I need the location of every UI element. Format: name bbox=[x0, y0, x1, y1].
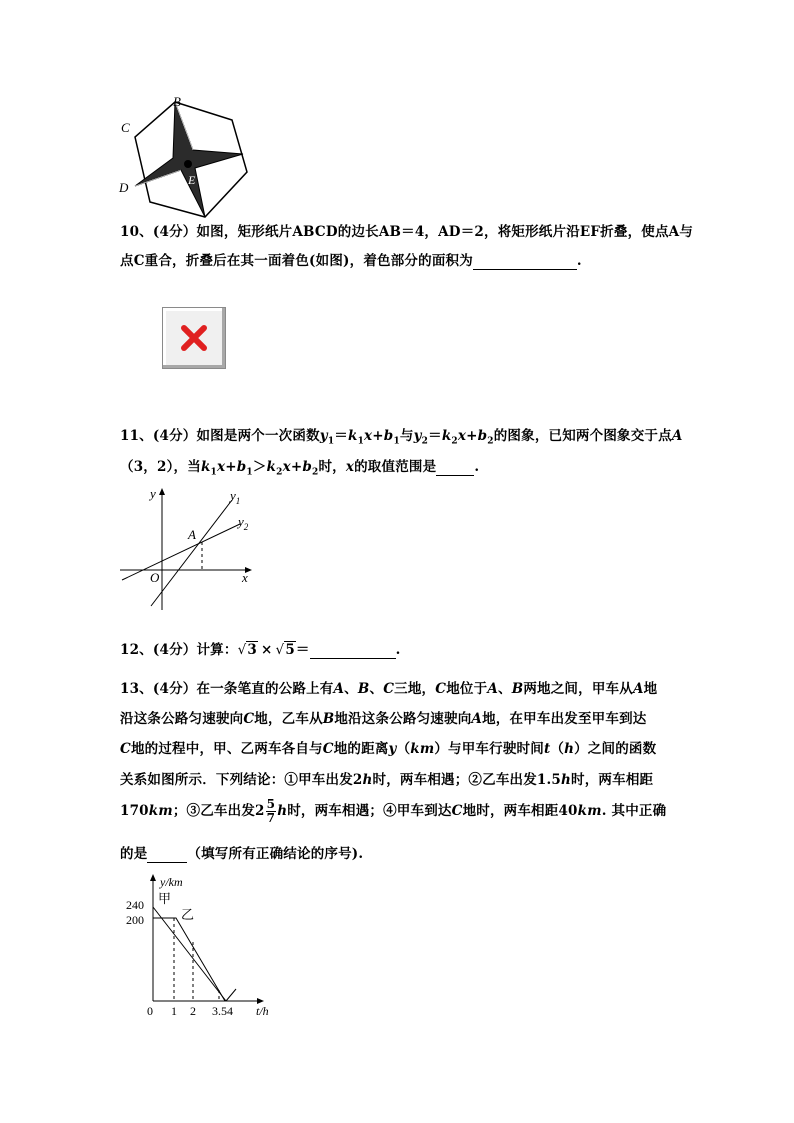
v: h bbox=[362, 772, 373, 788]
line-y1 bbox=[151, 500, 232, 606]
var: x bbox=[282, 459, 291, 475]
q13-line2 bbox=[120, 707, 646, 727]
numerator: 5 bbox=[266, 797, 276, 811]
hexagon-star-figure bbox=[115, 92, 255, 222]
t: 13、(4分）在一条笔直的公路上有 bbox=[120, 681, 334, 697]
label-D: D bbox=[119, 180, 129, 195]
sub: 2 bbox=[487, 436, 494, 447]
t: 、 bbox=[498, 681, 512, 697]
v: B bbox=[357, 681, 370, 697]
sub: 1 bbox=[210, 467, 217, 478]
t: （ bbox=[550, 741, 565, 757]
q13-line6 bbox=[120, 842, 363, 863]
q13-graph bbox=[124, 872, 284, 1022]
label-240: 240 bbox=[126, 898, 144, 912]
label-x: x bbox=[242, 570, 248, 585]
t: 三地， bbox=[394, 681, 436, 697]
t: 170 bbox=[120, 803, 149, 819]
q11-text: （3，2），当 bbox=[120, 459, 201, 475]
v: km bbox=[148, 803, 173, 819]
broken-image-icon bbox=[162, 307, 226, 369]
label-200: 200 bbox=[126, 913, 144, 927]
label-ylabel: y/km bbox=[160, 875, 183, 889]
q12-answer-blank[interactable] bbox=[310, 642, 396, 659]
txt: 与 bbox=[399, 428, 414, 444]
t: 2 bbox=[352, 772, 363, 788]
label-x2: 2 bbox=[190, 1004, 196, 1018]
t: 两地之间，甲车从 bbox=[523, 681, 633, 697]
v: C bbox=[243, 711, 255, 727]
op: + bbox=[225, 459, 237, 475]
v: A bbox=[471, 711, 483, 727]
q13-line3 bbox=[120, 737, 656, 757]
t: 地时，两车相距 bbox=[462, 803, 559, 819]
v: B bbox=[322, 711, 335, 727]
t: ） bbox=[434, 741, 449, 757]
sub: 2 bbox=[311, 467, 319, 478]
t: 关系如图所示．下列结论：①甲车出发 bbox=[120, 772, 353, 788]
q10-line2 bbox=[120, 249, 582, 270]
var: A bbox=[671, 428, 683, 444]
v: A bbox=[632, 681, 644, 697]
v: C bbox=[120, 741, 131, 757]
var: x bbox=[216, 459, 226, 475]
label-xlabel: t/h bbox=[256, 1004, 269, 1018]
label-A: A bbox=[188, 527, 196, 542]
op: + bbox=[466, 428, 478, 444]
sqrt-3: √3 bbox=[237, 642, 257, 658]
t: 40 bbox=[558, 803, 578, 819]
label-E: E bbox=[188, 173, 196, 187]
q11-answer-blank[interactable] bbox=[436, 459, 474, 476]
var: b bbox=[236, 459, 247, 475]
label-yi: 乙 bbox=[181, 907, 195, 922]
center-dot bbox=[184, 160, 192, 168]
label-B: B bbox=[173, 94, 181, 109]
q11-graph bbox=[118, 484, 263, 614]
label-O: O bbox=[150, 570, 160, 585]
label-jia: 甲 bbox=[158, 891, 172, 906]
label-y2: $y_2$ bbox=[238, 514, 249, 532]
q10-answer-blank[interactable] bbox=[473, 253, 577, 270]
op: + bbox=[372, 428, 384, 444]
t: 地，在甲车出发至甲车到达 bbox=[482, 711, 647, 727]
t: 地，乙车从 bbox=[254, 711, 323, 727]
q12-text: 12、(4分）计算： bbox=[120, 642, 238, 658]
q11-text: 的图象，已知两个图象交于点 bbox=[493, 428, 672, 444]
v: km bbox=[410, 741, 435, 757]
t: 的是 bbox=[120, 846, 148, 862]
v: C bbox=[383, 681, 395, 697]
label-A: A bbox=[159, 142, 167, 157]
op: ＝ bbox=[295, 642, 310, 658]
denominator: 7 bbox=[266, 811, 276, 825]
q13-line5 bbox=[120, 798, 666, 825]
v: B bbox=[511, 681, 524, 697]
t: 、 bbox=[369, 681, 384, 697]
t: 之间的函数 bbox=[587, 741, 657, 757]
sub: 2 bbox=[451, 436, 458, 447]
var: x bbox=[457, 428, 467, 444]
op: × bbox=[260, 642, 273, 658]
v: C bbox=[435, 681, 447, 697]
sub: 1 bbox=[357, 436, 365, 447]
q13-answer-blank[interactable] bbox=[147, 846, 187, 863]
sub: 2 bbox=[421, 436, 429, 447]
t: 时，两车相遇；②乙车出发 bbox=[372, 772, 537, 788]
t: ） bbox=[574, 741, 588, 757]
var: k bbox=[200, 459, 211, 475]
q11-text: 11、(4分）如图是两个一次函数 bbox=[120, 428, 320, 444]
var: k bbox=[441, 428, 452, 444]
eq: ＝ bbox=[428, 428, 442, 444]
t: 地位于 bbox=[446, 681, 488, 697]
q11-line1 bbox=[120, 424, 683, 447]
v: t bbox=[543, 741, 551, 757]
q11-line2 bbox=[120, 455, 479, 478]
var: k bbox=[266, 459, 277, 475]
v: y bbox=[388, 741, 397, 757]
label-x354: 3.54 bbox=[212, 1004, 233, 1018]
v: C bbox=[322, 741, 334, 757]
v: h bbox=[561, 772, 572, 788]
q11-period: . bbox=[474, 459, 480, 475]
label-x0: 0 bbox=[147, 1004, 153, 1018]
radicand: 5 bbox=[285, 642, 295, 658]
sub: 1 bbox=[393, 436, 400, 447]
t: 2 bbox=[255, 803, 265, 819]
radicand: 3 bbox=[247, 642, 257, 658]
t: 时，两车相距 bbox=[571, 772, 654, 788]
t: 地的过程中，甲、乙两车各自与 bbox=[130, 741, 323, 757]
v: h bbox=[564, 741, 575, 757]
sub: 1 bbox=[246, 467, 253, 478]
op: + bbox=[290, 459, 303, 475]
t: 与甲车行驶时间 bbox=[448, 741, 544, 757]
op: ＞ bbox=[252, 459, 267, 475]
t: . 其中正确 bbox=[601, 803, 667, 819]
v: C bbox=[451, 803, 463, 819]
t: （填写所有正确结论的序号). bbox=[187, 846, 364, 862]
v: h bbox=[277, 803, 288, 819]
var: x bbox=[345, 459, 355, 475]
var: b bbox=[477, 428, 488, 444]
q13-line1 bbox=[120, 677, 657, 697]
t: 地的距离 bbox=[333, 741, 389, 757]
q10-text: 点C重合，折叠后在其一面着色(如图)，着色部分的面积为 bbox=[120, 253, 473, 269]
var: k bbox=[348, 428, 358, 444]
q10-period: . bbox=[576, 253, 582, 269]
t: 地沿这条公路匀速驶向 bbox=[334, 711, 472, 727]
label-y1: $y_1$ bbox=[230, 488, 241, 506]
sub: 2 bbox=[276, 467, 283, 478]
v: A bbox=[333, 681, 345, 697]
q12-period: . bbox=[395, 642, 401, 658]
sub: 1 bbox=[327, 436, 335, 447]
v: km bbox=[577, 803, 602, 819]
fraction-5-7 bbox=[266, 798, 277, 825]
label-C: C bbox=[121, 120, 130, 135]
var: b bbox=[383, 428, 394, 444]
eq: ＝ bbox=[334, 428, 348, 444]
q13-line4 bbox=[120, 768, 653, 788]
var: x bbox=[364, 428, 373, 444]
sqrt-5: √5 bbox=[275, 642, 295, 658]
label-y: y bbox=[150, 486, 156, 501]
var: b bbox=[302, 459, 312, 475]
q12-line bbox=[120, 638, 401, 659]
label-x1: 1 bbox=[171, 1004, 177, 1018]
t: 沿这条公路匀速驶向 bbox=[120, 711, 244, 727]
t: 地 bbox=[643, 681, 658, 697]
t: 、 bbox=[344, 681, 358, 697]
line-jia-tail bbox=[226, 989, 236, 1001]
t: 1.5 bbox=[536, 772, 562, 788]
var: y bbox=[319, 428, 328, 444]
q11-text: 的取值范围是 bbox=[354, 459, 437, 475]
t: （ bbox=[396, 741, 411, 757]
t: 时，两车相遇；④甲车到达 bbox=[287, 803, 452, 819]
v: A bbox=[487, 681, 498, 697]
txt: 时， bbox=[318, 459, 346, 475]
t: ；③乙车出发 bbox=[172, 803, 256, 819]
var: y bbox=[413, 428, 422, 444]
line-y2 bbox=[122, 524, 240, 580]
q10-line1: 10、(4分）如图，矩形纸片ABCD的边长AB＝4，AD＝2，将矩形纸片沿EF折叠，使点A与 bbox=[120, 224, 694, 240]
line-yi bbox=[153, 918, 225, 1001]
